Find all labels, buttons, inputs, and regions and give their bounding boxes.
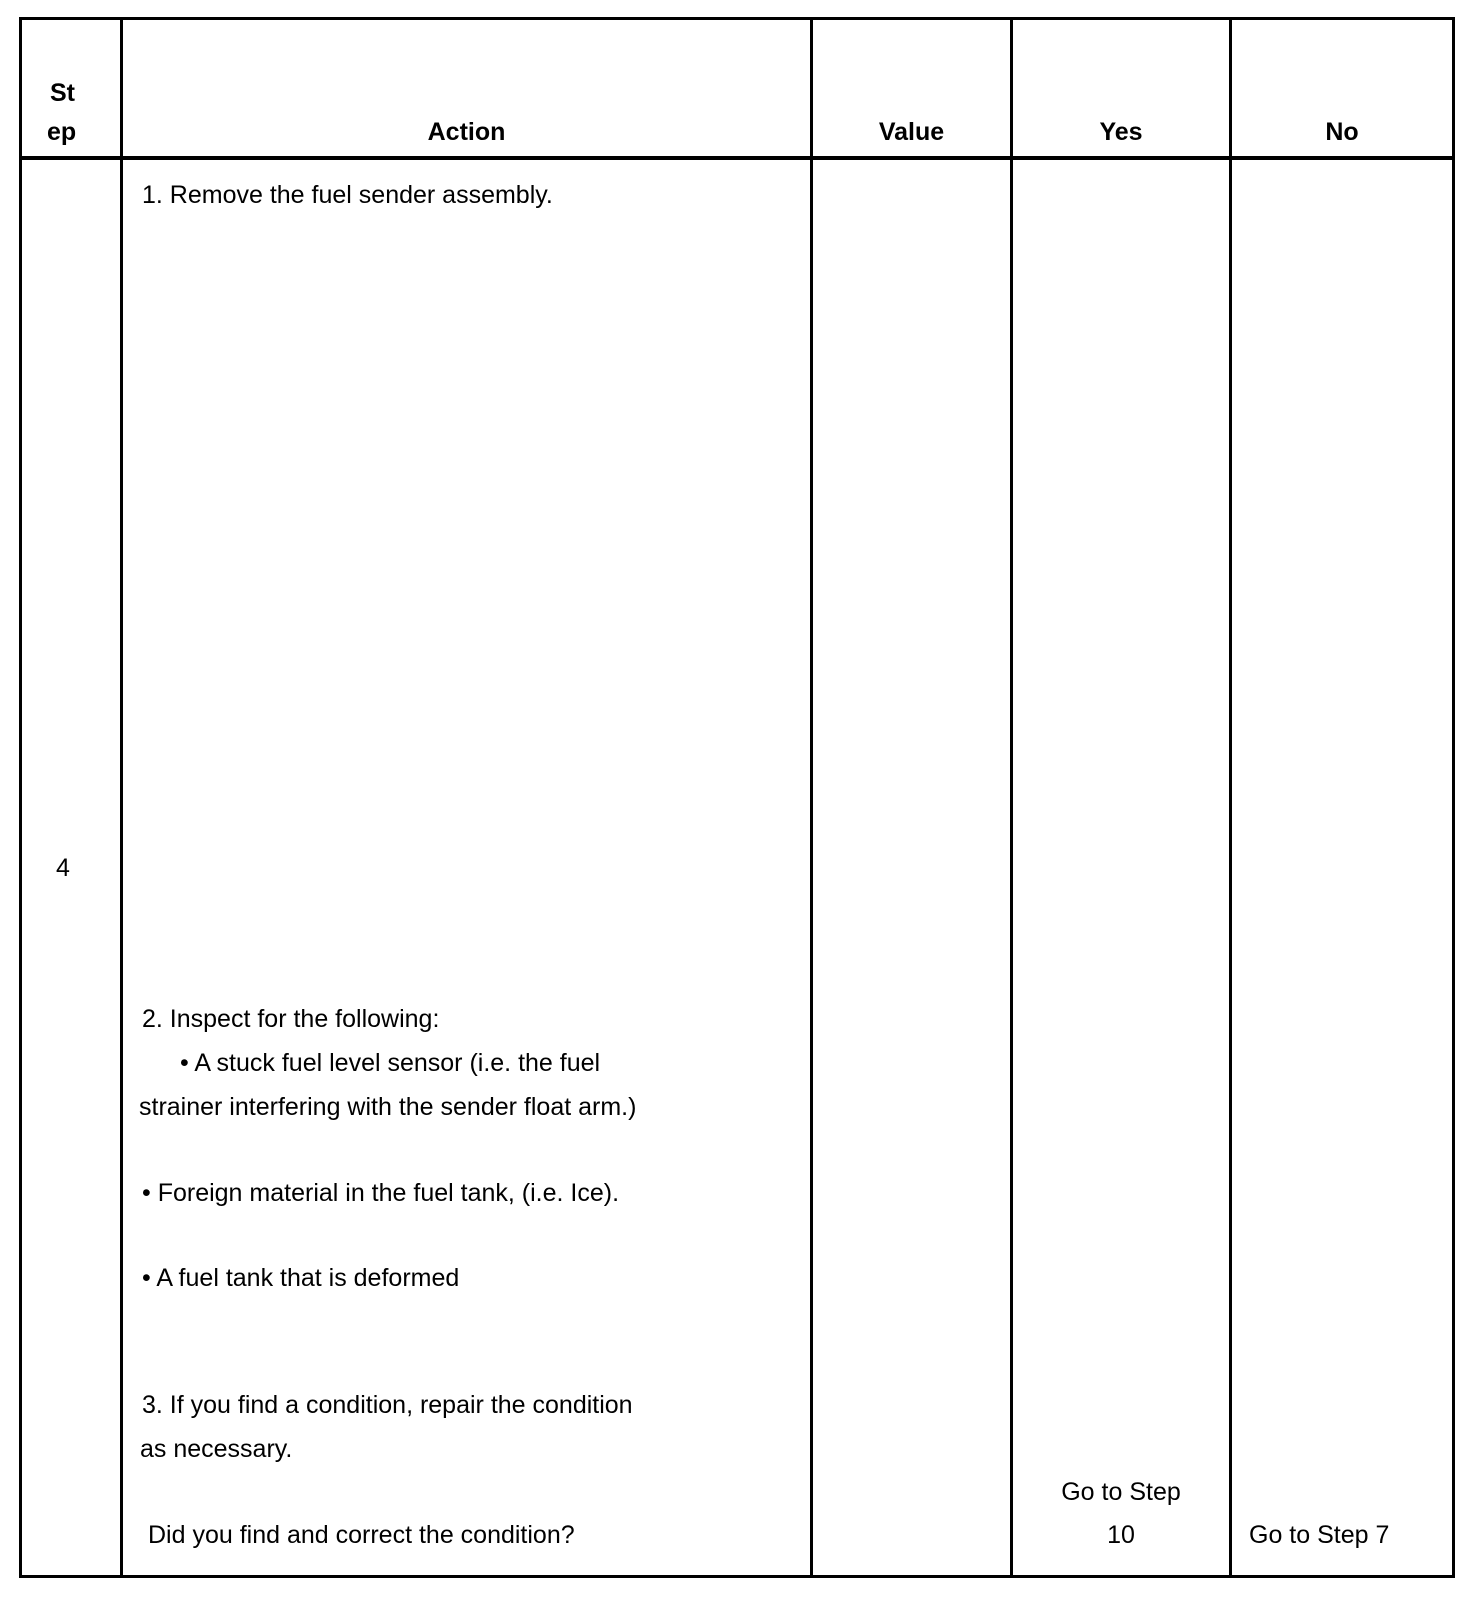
header-value: Value — [878, 118, 945, 146]
col-divider-action-value — [810, 17, 813, 1578]
header-action: Action — [427, 118, 506, 146]
table-left-border — [19, 17, 22, 1578]
yes-line1: Go to Step — [1061, 1478, 1181, 1506]
step-number: 4 — [56, 854, 70, 882]
table-bottom-border — [19, 1575, 1455, 1578]
header-step-line2: ep — [47, 118, 77, 146]
action-bullet-1-line1: • A stuck fuel level sensor (i.e. the fuel — [180, 1049, 601, 1077]
no-cell: Go to Step 7 — [1249, 1521, 1390, 1549]
header-bottom-border — [19, 156, 1455, 160]
col-divider-value-yes — [1010, 17, 1013, 1578]
action-question: Did you find and correct the condition? — [148, 1521, 575, 1549]
action-bullet-1-line2: strainer interfering with the sender float arm.) — [139, 1093, 637, 1121]
action-item-1: 1. Remove the fuel sender assembly. — [142, 181, 553, 209]
table-top-border — [19, 17, 1455, 20]
col-divider-yes-no — [1229, 17, 1232, 1578]
action-bullet-3: • A fuel tank that is deformed — [142, 1264, 460, 1292]
col-divider-step-action — [120, 17, 123, 1578]
action-item-3-line1: 3. If you find a condition, repair the condition — [142, 1391, 633, 1419]
header-no: No — [1325, 118, 1359, 146]
yes-line2: 10 — [1107, 1521, 1135, 1549]
action-item-3-line2: as necessary. — [140, 1435, 293, 1463]
action-item-2: 2. Inspect for the following: — [142, 1005, 440, 1033]
action-bullet-2: • Foreign material in the fuel tank, (i.e. Ice). — [142, 1179, 620, 1207]
header-step-line1: St — [50, 79, 75, 107]
header-yes: Yes — [1099, 118, 1143, 146]
table-right-border — [1452, 17, 1455, 1578]
